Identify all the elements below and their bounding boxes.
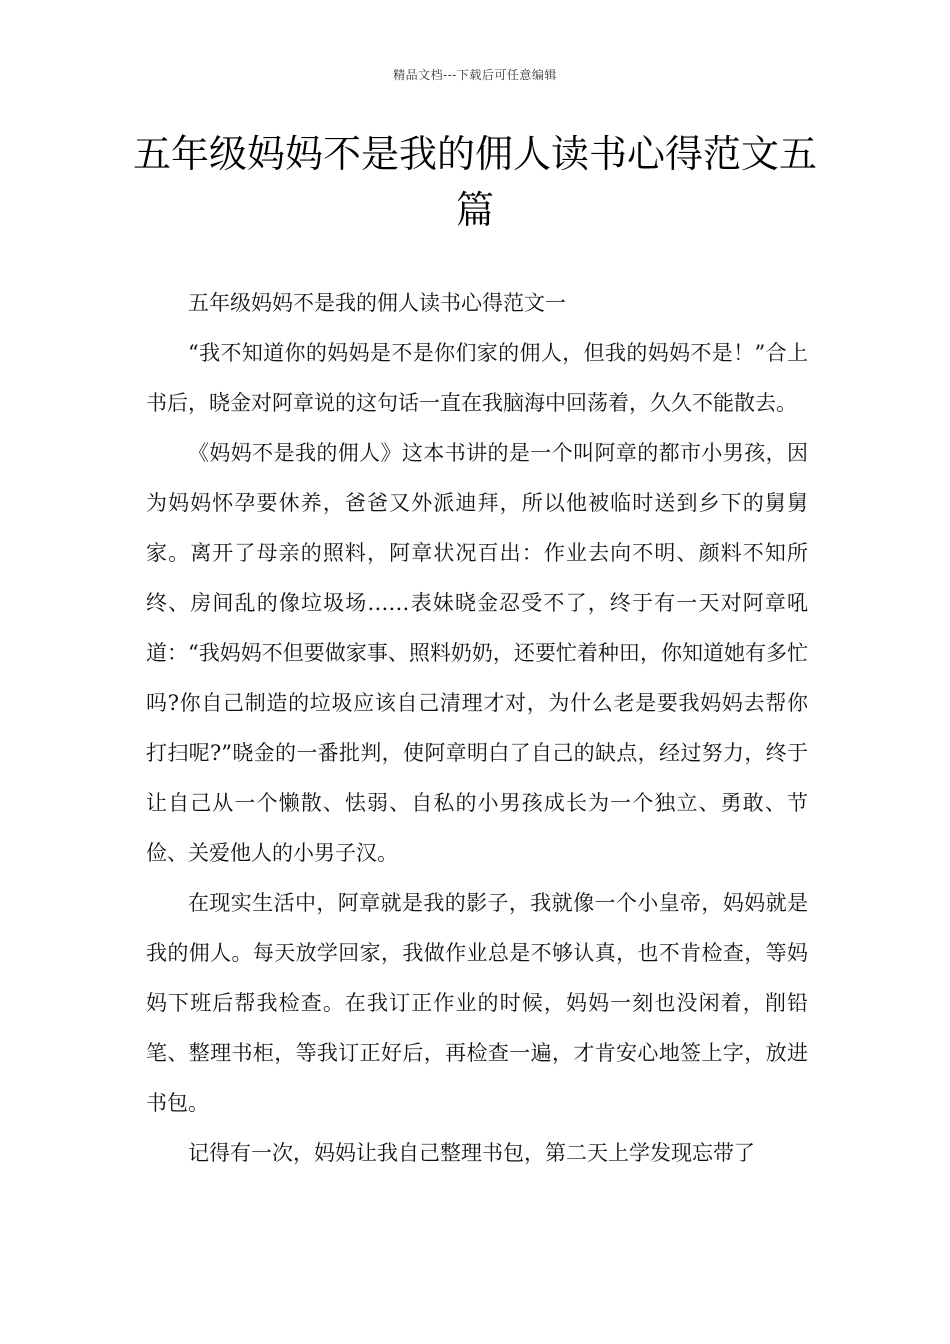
paragraph: “我不知道你的妈妈是不是你们家的佣人，但我的妈妈不是！”合上书后，晓金对阿章说的这句话一直在我脑海中回荡着，久久不能散去。 xyxy=(146,341,808,415)
document-body xyxy=(146,278,808,1178)
paragraph: 记得有一次，妈妈让我自己整理书包，第二天上学发现忘带了 xyxy=(188,1141,755,1165)
document-title: 五年级妈妈不是我的佣人读书心得范文五篇 xyxy=(132,132,817,232)
paragraph: 在现实生活中，阿章就是我的影子，我就像一个小皇帝，妈妈就是我的佣人。每天放学回家，我做作业总是不够认真，也不肯检查，等妈妈下班后帮我检查。在我订正作业的时候，妈妈一刻也没闲着，削铅笔、整理书柜，等我订正好后，再检查一遍，才肯安心地签上字，放进书包。 xyxy=(146,891,808,1115)
paragraph-subtitle: 五年级妈妈不是我的佣人读书心得范文一 xyxy=(188,291,566,315)
paragraph: 《妈妈不是我的佣人》这本书讲的是一个叫阿章的都市小男孩，因为妈妈怀孕要休养，爸爸又外派迪拜，所以他被临时送到乡下的舅舅家。离开了母亲的照料，阿章状况百出：作业去向不明、颜料不知所终、房间乱的像垃圾场……表妹晓金忍受不了，终于有一天对阿章吼道：“我妈妈不但要做家事、照料奶奶，还要忙着种田，你知道她有多忙吗?你自己制造的垃圾应该自己清理才对，为什么老是要我妈妈去帮你打扫呢?”晓金的一番批判，使阿章明白了自己的缺点，经过努力，终于让自己从一个懒散、怯弱、自私的小男孩成长为一个独立、勇敢、节俭、关爱他人的小男子汉。 xyxy=(146,441,808,865)
header-note: 精品文档---下载后可任意编辑 xyxy=(393,68,557,82)
